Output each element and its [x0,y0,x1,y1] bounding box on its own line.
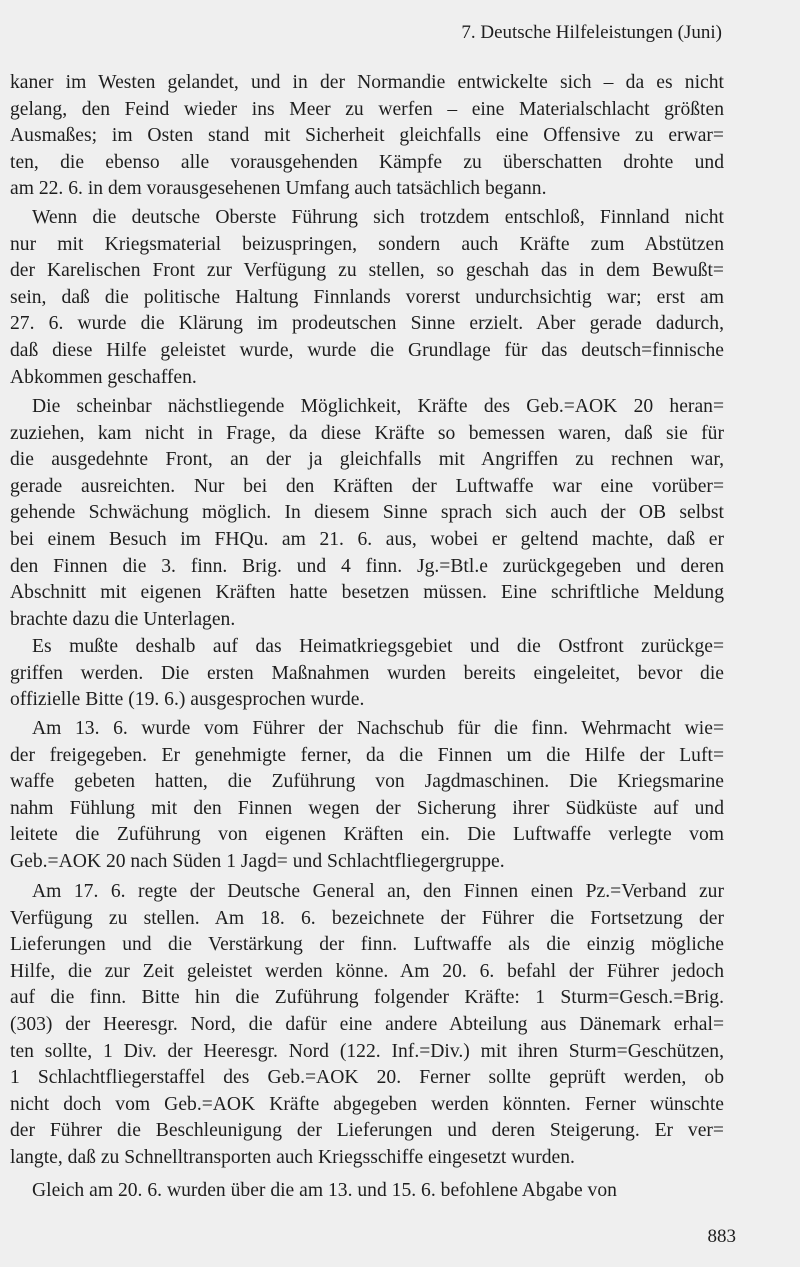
text-line: ten, die ebenso alle vorausgehenden Kämpfe zu überschatten drohte und [10,151,724,173]
paragraph [10,879,724,1172]
text-line: Abkommen geschaffen. [10,366,197,388]
paragraph [10,634,724,714]
text-line: der freigegeben. Er genehmigte ferner, da die Finnen um die Hilfe der Luft= [10,744,724,766]
text-line: langte, daß zu Schnelltransporten auch Kriegsschiffe eingesetzt wurden. [10,1146,575,1168]
paragraph [10,1178,724,1205]
text-line: (303) der Heeresgr. Nord, die dafür eine andere Abteilung aus Dänemark erhal= [10,1013,724,1035]
text-line: ten sollte, 1 Div. der Heeresgr. Nord (122. Inf.=Div.) mit ihren Sturm=Geschützen, [10,1040,724,1062]
text-line: waffe gebeten hatten, die Zuführung von Jagdmaschinen. Die Kriegsmarine [10,771,724,793]
paragraph [10,70,724,203]
text-line: zuziehen, kam nicht in Frage, da diese Kräfte so bemessen waren, daß sie für [10,422,724,444]
paragraph [10,394,724,633]
text-line: Ausmaßes; im Osten stand mit Sicherheit gleichfalls eine Offensive zu erwar= [10,125,724,147]
text-line: Die scheinbar nächstliegende Möglichkeit, Kräfte des Geb.=AOK 20 heran= [32,396,724,417]
text-line: nicht doch vom Geb.=AOK Kräfte abgegeben werden könnten. Ferner wünschte [10,1093,724,1115]
text-line: Es mußte deshalb auf das Heimatkriegsgebiet und die Ostfront zurückge= [32,636,724,657]
text-line: griffen werden. Die ersten Maßnahmen wurden bereits eingeleitet, bevor die [10,662,724,684]
paragraph [10,716,724,876]
text-line: sein, daß die politische Haltung Finnlands vorerst undurchsichtig war; erst am [10,286,724,308]
text-line: brachte dazu die Unterlagen. [10,608,236,630]
text-line: offizielle Bitte (19. 6.) ausgesprochen wurde. [10,689,365,711]
text-line: der Karelischen Front zur Verfügung zu stellen, so geschah das in dem Bewußt= [10,260,724,282]
text-line: gehende Schwächung möglich. In diesem Sinne sprach sich auch der OB selbst [10,502,724,524]
text-line: gerade ausreichten. Nur bei den Kräften der Luftwaffe war eine vorüber= [10,475,724,497]
text-line: Gleich am 20. 6. wurden über die am 13. und 15. 6. befohlene Abgabe von [32,1180,617,1201]
text-line: den Finnen die 3. finn. Brig. und 4 finn. Jg.=Btl.e zurückgegeben und deren [10,555,724,577]
text-line: Wenn die deutsche Oberste Führung sich trotzdem entschloß, Finnland nicht [32,207,724,228]
text-line: daß diese Hilfe geleistet wurde, wurde die Grundlage für das deutsch=finnische [10,339,724,361]
text-line: nur mit Kriegsmaterial beizuspringen, sondern auch Kräfte zum Abstützen [10,233,724,255]
text-line: die ausgedehnte Front, an der ja gleichfalls mit Angriffen zu rechnen war, [10,449,724,471]
text-line: leitete die Zuführung von eigenen Kräften ein. Die Luftwaffe verlegte vom [10,824,724,846]
text-line: der Führer die Beschleunigung der Lieferungen und deren Steigerung. Er ver= [10,1120,724,1142]
text-line: Am 13. 6. wurde vom Führer der Nachschub für die finn. Wehrmacht wie= [32,718,724,739]
page-number: 883 [707,1226,736,1247]
text-line: nahm Fühlung mit den Finnen wegen der Sicherung ihrer Südküste auf und [10,797,724,819]
text-line: gelang, den Feind wieder ins Meer zu werfen – eine Materialschlacht größten [10,98,724,120]
text-line: Verfügung zu stellen. Am 18. 6. bezeichnete der Führer die Fortsetzung der [10,907,724,929]
text-line: Abschnitt mit eigenen Kräften hatte besetzen müssen. Eine schriftliche Meldung [10,582,724,604]
text-line: kaner im Westen gelandet, und in der Normandie entwickelte sich – da es nicht [10,72,724,93]
text-line: Lieferungen und die Verstärkung der finn. Luftwaffe als die einzig mögliche [10,934,724,956]
text-line: bei einem Besuch im FHQu. am 21. 6. aus, wobei er geltend machte, daß er [10,528,724,550]
text-line: auf die finn. Bitte hin die Zuführung folgender Kräfte: 1 Sturm=Gesch.=Brig. [10,987,724,1009]
text-line: 27. 6. wurde die Klärung im prodeutschen Sinne erzielt. Aber gerade dadurch, [10,313,724,335]
text-line: am 22. 6. in dem vorausgesehenen Umfang auch tatsächlich begann. [10,178,547,200]
paragraph [10,205,724,391]
text-line: Geb.=AOK 20 nach Süden 1 Jagd= und Schlachtfliegergruppe. [10,850,505,872]
text-line: Hilfe, die zur Zeit geleistet werden könne. Am 20. 6. befahl der Führer jedoch [10,960,724,982]
running-header: 7. Deutsche Hilfeleistungen (Juni) [461,22,722,43]
text-line: 1 Schlachtfliegerstaffel des Geb.=AOK 20. Ferner sollte geprüft werden, ob [10,1067,724,1089]
text-line: Am 17. 6. regte der Deutsche General an, den Finnen einen Pz.=Verband zur [32,881,724,902]
